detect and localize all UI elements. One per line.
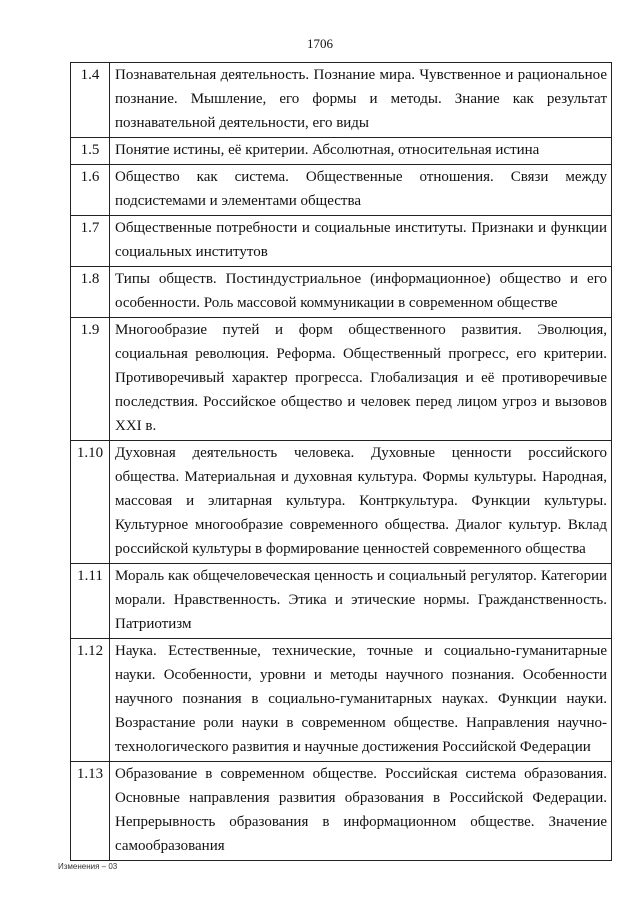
topic-number: 1.4 (71, 63, 110, 138)
topic-description: Мораль как общечеловеческая ценность и социальный регулятор. Категории морали. Нравственность. Этика и этические нормы. Гражданственность. Патриотизм (110, 564, 612, 639)
topic-description: Понятие истины, её критерии. Абсолютная, относительная истина (110, 138, 612, 165)
topic-number: 1.8 (71, 267, 110, 318)
topic-description: Духовная деятельность человека. Духовные ценности российского общества. Материальная и духовная культура. Формы культуры. Народная, массовая и элитарная культура. Контркультура. Функции культуры. Культурное многообразие современного общества. Диалог культур. Вклад российской культуры в формирование ценностей современного общества (110, 441, 612, 564)
topic-number: 1.7 (71, 216, 110, 267)
topic-description: Образование в современном обществе. Российская система образования. Основные направления развития образования в Российской Федерации. Непрерывность образования в информационном обществе. Значение самообразования (110, 762, 612, 861)
topic-description: Типы обществ. Постиндустриальное (информационное) общество и его особенности. Роль массовой коммуникации в современном обществе (110, 267, 612, 318)
table-row (71, 564, 612, 639)
table-row (71, 165, 612, 216)
topic-description: Многообразие путей и форм общественного развития. Эволюция, социальная революция. Реформа. Общественный прогресс, его критерии. Противоречивый характер прогресса. Глобализация и её противоречивые последствия. Российское общество и человек перед лицом угроз и вызовов XXI в. (110, 318, 612, 441)
topic-description: Наука. Естественные, технические, точные и социально-гуманитарные науки. Особенности, уровни и методы научного познания. Особенности научного познания в социально-гуманитарных науках. Функции науки. Возрастание роли науки в современном обществе. Направления научно-технологического развития и научные достижения Российской Федерации (110, 639, 612, 762)
table-row (71, 267, 612, 318)
table-row (71, 762, 612, 861)
table-row (71, 639, 612, 762)
footer-revision-note: Изменения – 03 (58, 862, 118, 871)
table-row (71, 216, 612, 267)
topic-description: Познавательная деятельность. Познание мира. Чувственное и рациональное познание. Мышление, его формы и методы. Знание как результат познавательной деятельности, его виды (110, 63, 612, 138)
topic-description: Общественные потребности и социальные институты. Признаки и функции социальных институтов (110, 216, 612, 267)
table-row (71, 318, 612, 441)
topics-table (70, 62, 612, 861)
topic-number: 1.10 (71, 441, 110, 564)
topic-number: 1.12 (71, 639, 110, 762)
topic-number: 1.5 (71, 138, 110, 165)
topic-number: 1.13 (71, 762, 110, 861)
topic-number: 1.9 (71, 318, 110, 441)
page-number: 1706 (307, 36, 333, 51)
topic-description: Общество как система. Общественные отношения. Связи между подсистемами и элементами общества (110, 165, 612, 216)
table-row (71, 138, 612, 165)
topic-number: 1.11 (71, 564, 110, 639)
table-row (71, 63, 612, 138)
table-row (71, 441, 612, 564)
topic-number: 1.6 (71, 165, 110, 216)
